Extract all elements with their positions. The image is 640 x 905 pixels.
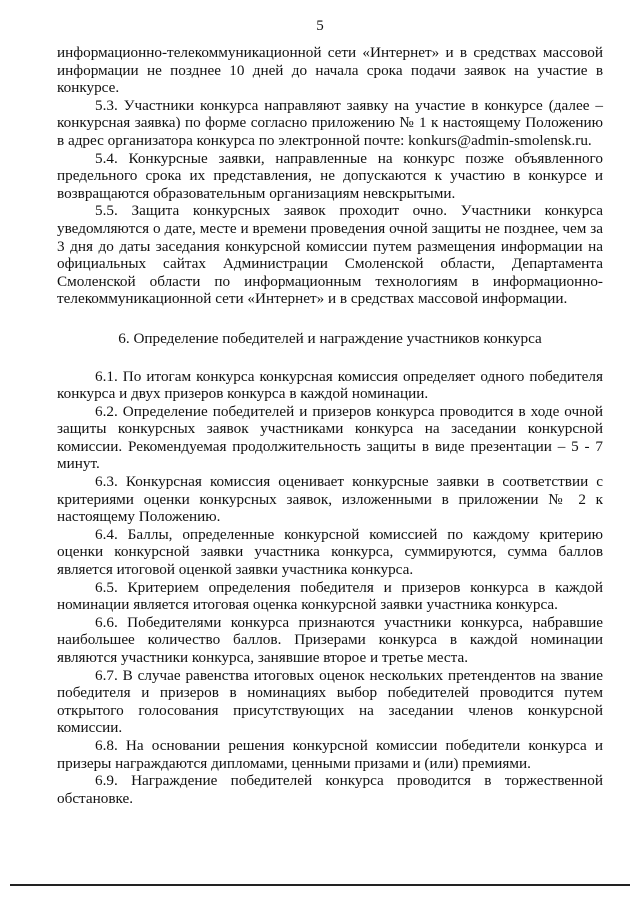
paragraph-6-2: 6.2. Определение победителей и призеров конкурса проводится в ходе очной защиты конкурсных заявок участниками конкурса на заседании конкурсной комиссии. Рекомендуемая продолжительность защиты в виде презентации – 5 - 7 минут. xyxy=(57,402,603,473)
paragraph-6-8: 6.8. На основании решения конкурсной комиссии победители конкурса и призеры награждаются дипломами, ценными призами и (или) премиями. xyxy=(57,736,603,772)
paragraph-6-7: 6.7. В случае равенства итоговых оценок нескольких претендентов на звание победителя и призеров в номинациях выбор победителей проводится путем открытого голосования присутствующих на заседании членов конкурсной комиссии. xyxy=(57,666,603,737)
page-bottom-rule xyxy=(10,884,630,886)
paragraph-5-5: 5.5. Защита конкурсных заявок проходит очно. Участники конкурса уведомляются о дате, месте и времени проведения очной защиты не позднее, чем за 3 дня до даты заседания конкурсной комиссии путем размещения информации на официальных сайтах Администрации Смоленской области, Департамента Смоленской области по информационным технологиям в информационно-телекоммуникационной сети «Интернет» и в средствах массовой информации. xyxy=(57,202,603,308)
section-6-heading: 6. Определение победителей и награждение участников конкурса xyxy=(118,329,542,347)
intro-paragraph: информационно-телекоммуникационной сети «Интернет» и в средствах массовой информации не позднее 10 дней до начала срока подачи заявок на участие в конкурсе. xyxy=(57,44,603,97)
paragraph-6-1: 6.1. По итогам конкурса конкурсная комиссия определяет одного победителя конкурса и двух призеров конкурса в каждой номинации. xyxy=(57,367,603,403)
paragraph-5-3: 5.3. Участники конкурса направляют заявку на участие в конкурсе (далее – конкурсная заявка) по форме согласно приложению № 1 к настоящему Положению в адрес организатора конкурса по электронной почте: konkurs@admin-smolensk.ru. xyxy=(57,96,603,149)
document-body xyxy=(57,44,603,807)
paragraph-6-4: 6.4. Баллы, определенные конкурсной комиссией по каждому критерию оценки конкурсной заявки участника конкурса, суммируются, сумма баллов является итоговой оценкой заявки участника конкурса. xyxy=(57,525,603,579)
paragraph-5-4: 5.4. Конкурсные заявки, направленные на конкурс позже объявленного предельного срока их представления, не допускаются к участию в конкурсе и возвращаются образовательным организациям невскрытыми. xyxy=(57,149,603,202)
paragraph-6-9: 6.9. Награждение победителей конкурса проводится в торжественной обстановке. xyxy=(57,772,603,807)
paragraph-6-3: 6.3. Конкурсная комиссия оценивает конкурсные заявки в соответствии с критериями оценки конкурсных заявок, изложенными в приложении № 2 к настоящему Положению. xyxy=(57,473,603,526)
paragraph-6-6: 6.6. Победителями конкурса признаются участники конкурса, набравшие наибольшее количество баллов. Призерами конкурса в каждой номинации являются участники конкурса, занявшие второе и третье места. xyxy=(57,613,603,666)
paragraph-6-5: 6.5. Критерием определения победителя и призеров конкурса в каждой номинации является итоговая оценка конкурсной заявки участника конкурса. xyxy=(57,578,603,614)
page-number: 5 xyxy=(316,18,324,34)
